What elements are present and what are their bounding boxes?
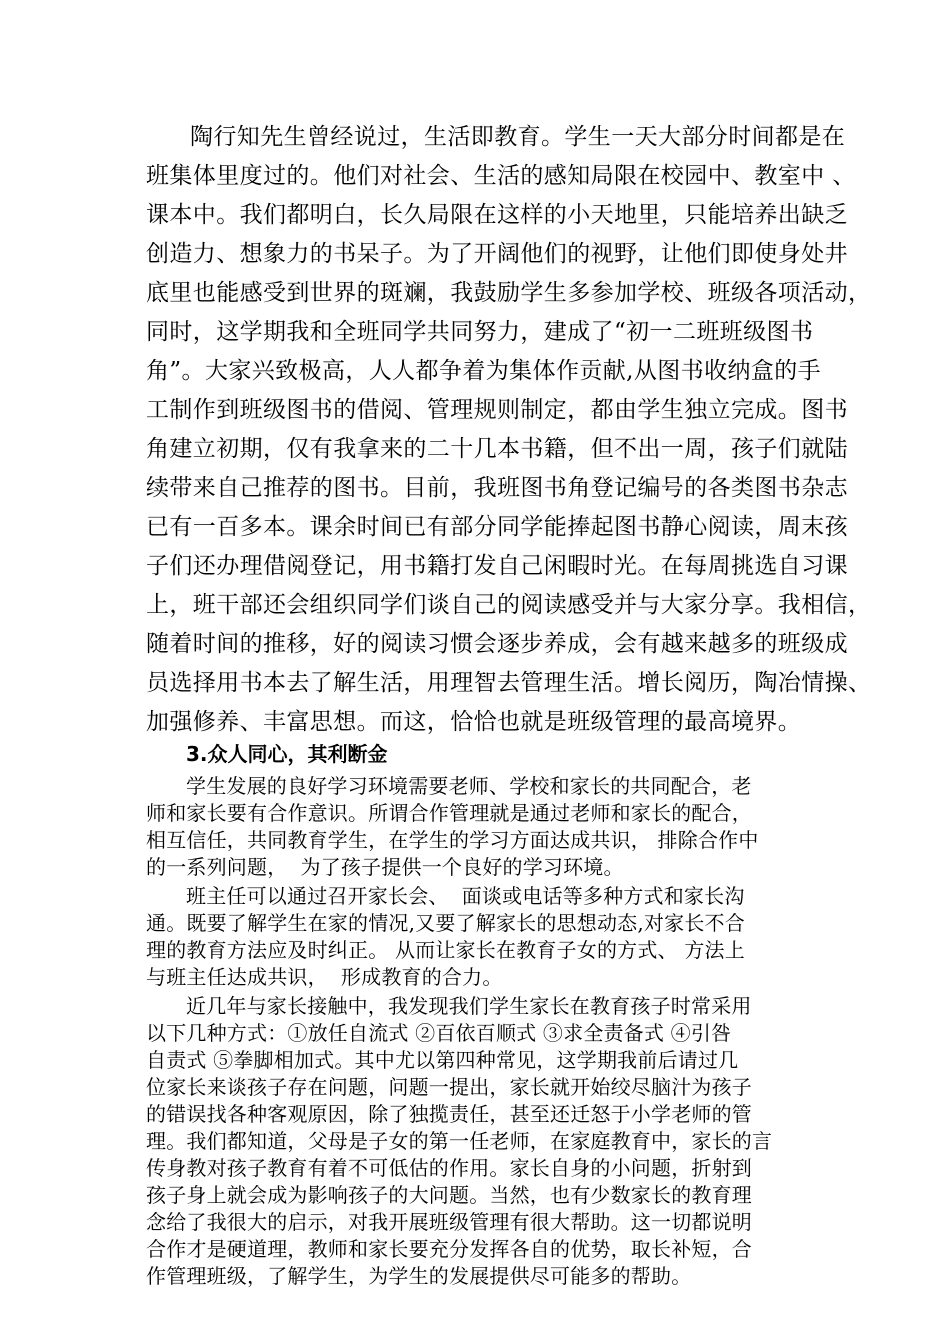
text-line: 合作才是硬道理，教师和家长要充分发挥各自的优势，取长补短，合 xyxy=(146,1237,752,1261)
text-line: 已有一百多本。课余时间已有部分同学能捧起图书静心阅读，周末孩 xyxy=(146,514,848,540)
text-line: 作管理班级，了解学生，为学生的发展提供尽可能多的帮助。 xyxy=(146,1264,692,1288)
text-line: 学生发展的良好学习环境需要老师、学校和家长的共同配合，老 xyxy=(186,774,752,798)
section-heading: 3.众人同心，其利断金 xyxy=(186,742,388,766)
text-line: 以下几种方式：①放任自流式 ②百依百顺式 ③求全责备式 ④引咎 xyxy=(146,1021,732,1045)
text-line: 念给了我很大的启示，对我开展班级管理有很大帮助。这一切都说明 xyxy=(146,1210,752,1234)
text-line: 上，班干部还会组织同学们谈自己的阅读感受并与大家分享。我相信， xyxy=(146,592,872,618)
text-line: 员选择用书本去了解生活，用理智去管理生活。增长阅历，陶冶情操、 xyxy=(146,670,872,696)
text-line: 自责式 ⑤拳脚相加式。其中尤以第四种常见，这学期我前后请过几 xyxy=(146,1048,739,1072)
text-line: 理的教育方法应及时纠正。 从而让家长在教育子女的方式、 方法上 xyxy=(146,938,745,962)
text-line: 同时，这学期我和全班同学共同努力，建成了“初一二班班级图书 xyxy=(146,319,814,345)
text-line: 底里也能感受到世界的斑斓，我鼓励学生多参加学校、班级各项活动， xyxy=(146,280,872,306)
text-line: 理。我们都知道，父母是子女的第一任老师，在家庭教育中，家长的言 xyxy=(146,1129,773,1153)
text-line: 创造力、想象力的书呆子。为了开阔他们的视野，让他们即使身处井 xyxy=(146,241,848,267)
text-line: 班主任可以通过召开家长会、 面谈或电话等多种方式和家长沟 xyxy=(186,884,745,908)
text-line: 的错误找各种客观原因，除了独揽责任，甚至还迁怒于小学老师的管 xyxy=(146,1102,752,1126)
text-line: 陶行知先生曾经说过，生活即教育。学生一天大部分时间都是在 xyxy=(190,124,846,150)
text-line: 子们还办理借阅登记，用书籍打发自己闲暇时光。在每周挑选自习课 xyxy=(146,553,848,579)
text-line: 孩子身上就会成为影响孩子的大问题。当然，也有少数家长的教育理 xyxy=(146,1183,752,1207)
text-line: 与班主任达成共识， 形成教育的合力。 xyxy=(146,965,503,989)
text-line: 加强修养、丰富思想。而这，恰恰也就是班级管理的最高境界。 xyxy=(146,709,802,735)
text-line: 相互信任，共同教育学生，在学生的学习方面达成共识， 排除合作中 xyxy=(146,828,759,852)
text-line: 角建立初期，仅有我拿来的二十几本书籍，但不出一周，孩子们就陆 xyxy=(146,436,848,462)
text-line: 位家长来谈孩子存在问题，问题一提出，家长就开始绞尽脑汁为孩子 xyxy=(146,1075,752,1099)
text-line: 工制作到班级图书的借阅、管理规则制定，都由学生独立完成。图书 xyxy=(146,397,848,423)
text-line: 传身教对孩子教育有着不可低估的作用。家长自身的小问题，折射到 xyxy=(146,1156,752,1180)
text-line: 角”。大家兴致极高，人人都争着为集体作贡献,从图书收纳盒的手 xyxy=(146,358,822,384)
text-line: 随着时间的推移，好的阅读习惯会逐步养成，会有越来越多的班级成 xyxy=(146,631,848,657)
text-line: 课本中。我们都明白，长久局限在这样的小天地里，只能培养出缺乏 xyxy=(146,202,848,228)
text-line: 班集体里度过的。他们对社会、生活的感知局限在校园中、教室中 、 xyxy=(146,163,856,189)
text-line: 续带来自己推荐的图书。目前，我班图书角登记编号的各类图书杂志 xyxy=(146,475,848,501)
text-line: 通。既要了解学生在家的情况,又要了解家长的思想动态,对家长不合 xyxy=(146,911,745,935)
text-line: 师和家长要有合作意识。所谓合作管理就是通过老师和家长的配合， xyxy=(146,801,752,825)
text-line: 的一系列问题， 为了孩子提供一个良好的学习环境。 xyxy=(146,855,624,879)
text-line: 近几年与家长接触中，我发现我们学生家长在教育孩子时常采用 xyxy=(186,994,752,1018)
